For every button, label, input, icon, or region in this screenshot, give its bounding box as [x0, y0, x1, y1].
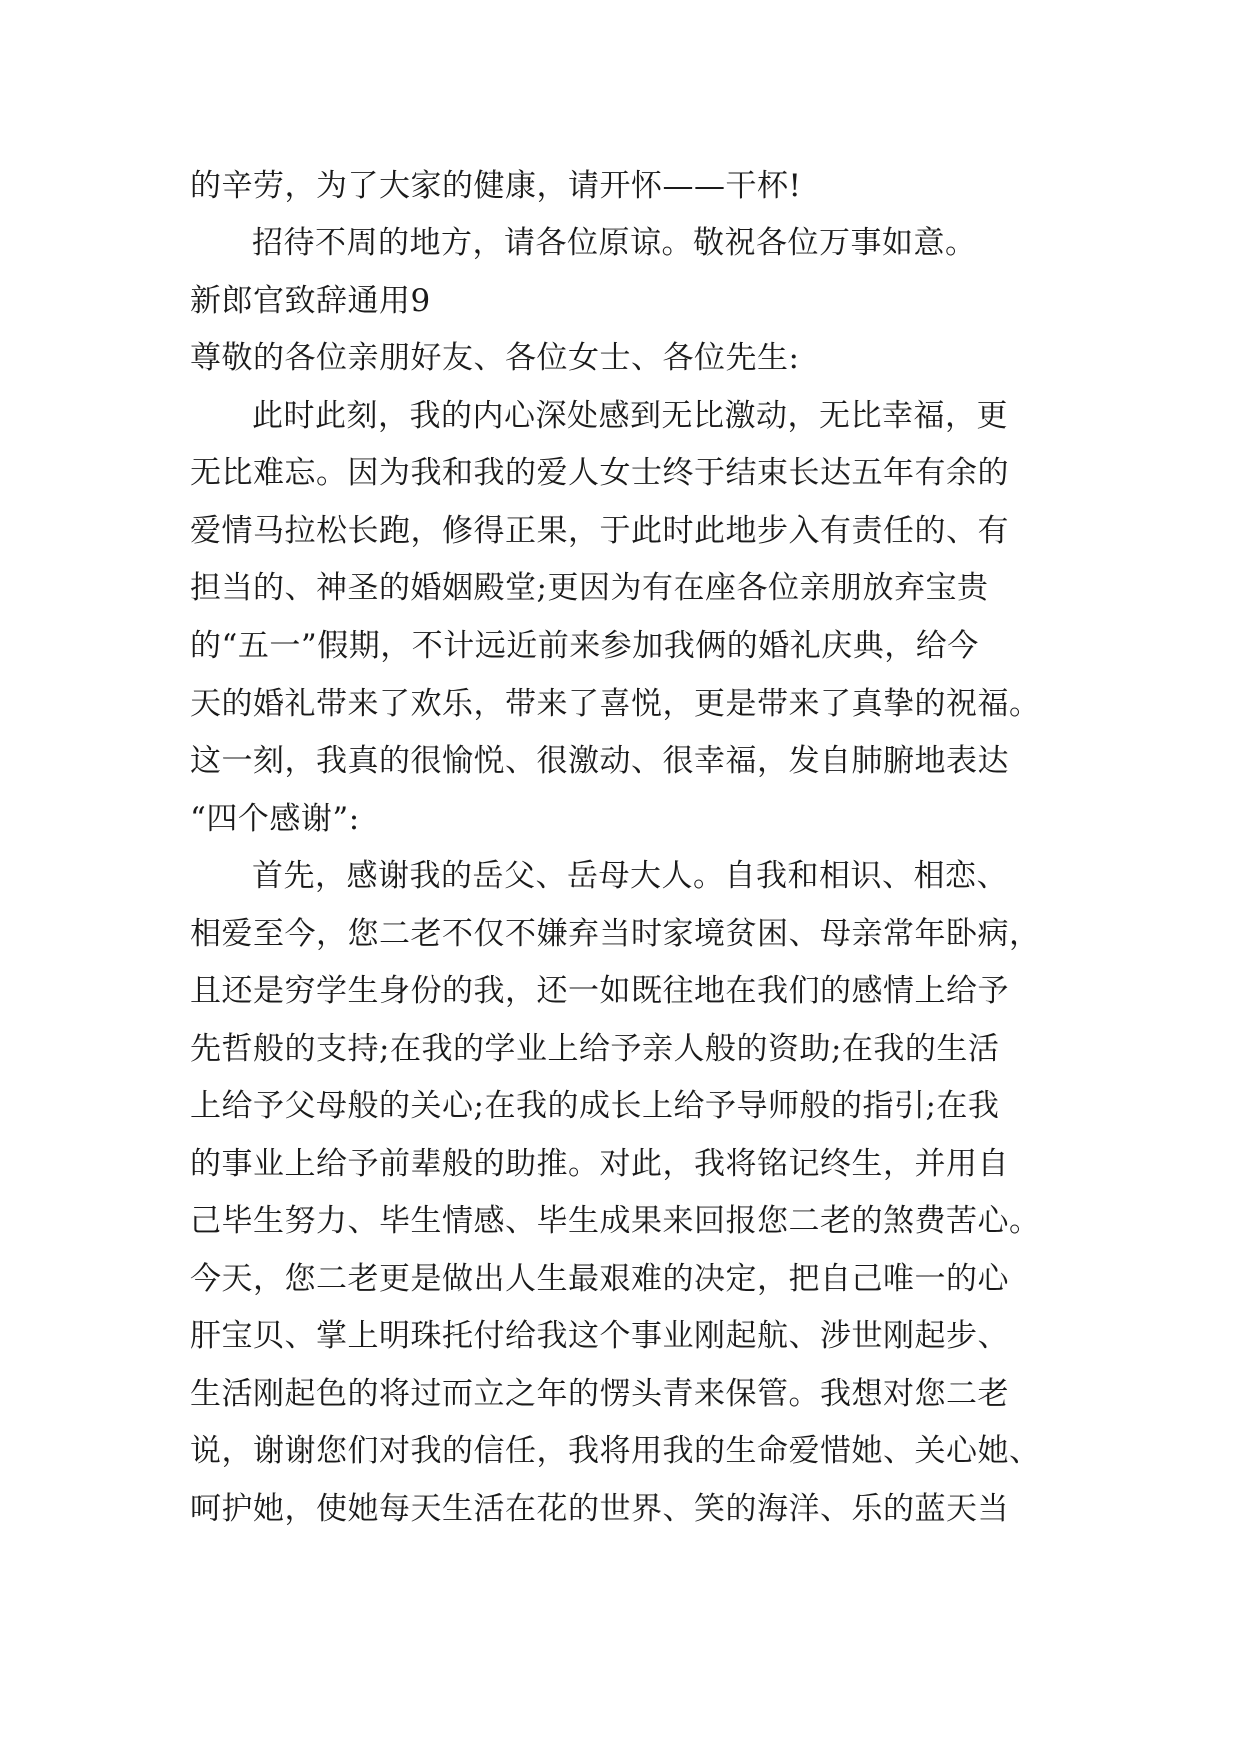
paragraph-line: 己毕生努力、毕生情感、毕生成果来回报您二老的煞费苦心。	[190, 1203, 1041, 1239]
paragraph-line: 担当的、神圣的婚姻殿堂;更因为有在座各位亲朋放弃宝贵	[190, 570, 989, 606]
paragraph-line: 的事业上给予前辈般的助推。对此，我将铭记终生，并用自	[190, 1146, 1009, 1182]
paragraph-line: 先哲般的支持;在我的学业上给予亲人般的资助;在我的生活	[190, 1031, 1000, 1067]
paragraph-line: 爱情马拉松长跑，修得正果，于此时此地步入有责任的、有	[190, 513, 1009, 549]
paragraph-line: 首先，感谢我的岳父、岳母大人。自我和相识、相恋、	[252, 858, 1008, 894]
paragraph-line: 肝宝贝、掌上明珠托付给我这个事业刚起航、涉世刚起步、	[190, 1318, 1009, 1354]
section-heading: 新郎官致辞通用9	[190, 283, 431, 319]
paragraph-line: 这一刻，我真的很愉悦、很激动、很幸福，发自肺腑地表达	[190, 743, 1009, 779]
salutation-line: 尊敬的各位亲朋好友、各位女士、各位先生:	[190, 340, 800, 376]
paragraph-line: “四个感谢”:	[190, 801, 360, 837]
paragraph-line: 相爱至今，您二老不仅不嫌弃当时家境贫困、母亲常年卧病，	[190, 916, 1041, 952]
paragraph-line: 生活刚起色的将过而立之年的愣头青来保管。我想对您二老	[190, 1376, 1009, 1412]
paragraph-line: 此时此刻，我的内心深处感到无比激动，无比幸福，更	[252, 398, 1008, 434]
paragraph-line: 招待不周的地方，请各位原谅。敬祝各位万事如意。	[252, 225, 977, 261]
paragraph-line: 的“五一”假期，不计远近前来参加我俩的婚礼庆典，给今	[190, 628, 979, 664]
paragraph-line: 上给予父母般的关心;在我的成长上给予导师般的指引;在我	[190, 1088, 1000, 1124]
paragraph-line: 且还是穷学生身份的我，还一如既往地在我们的感情上给予	[190, 973, 1009, 1009]
paragraph-line: 的辛劳，为了大家的健康，请开怀——干杯!	[190, 168, 802, 204]
paragraph-line: 说，谢谢您们对我的信任，我将用我的生命爱惜她、关心她、	[190, 1433, 1041, 1469]
paragraph-line: 天的婚礼带来了欢乐，带来了喜悦，更是带来了真挚的祝福。	[190, 686, 1041, 722]
paragraph-line: 呵护她，使她每天生活在花的世界、笑的海洋、乐的蓝天当	[190, 1491, 1009, 1527]
paragraph-line: 今天，您二老更是做出人生最艰难的决定，把自己唯一的心	[190, 1261, 1009, 1297]
paragraph-line: 无比难忘。因为我和我的爱人女士终于结束长达五年有余的	[190, 455, 1009, 491]
